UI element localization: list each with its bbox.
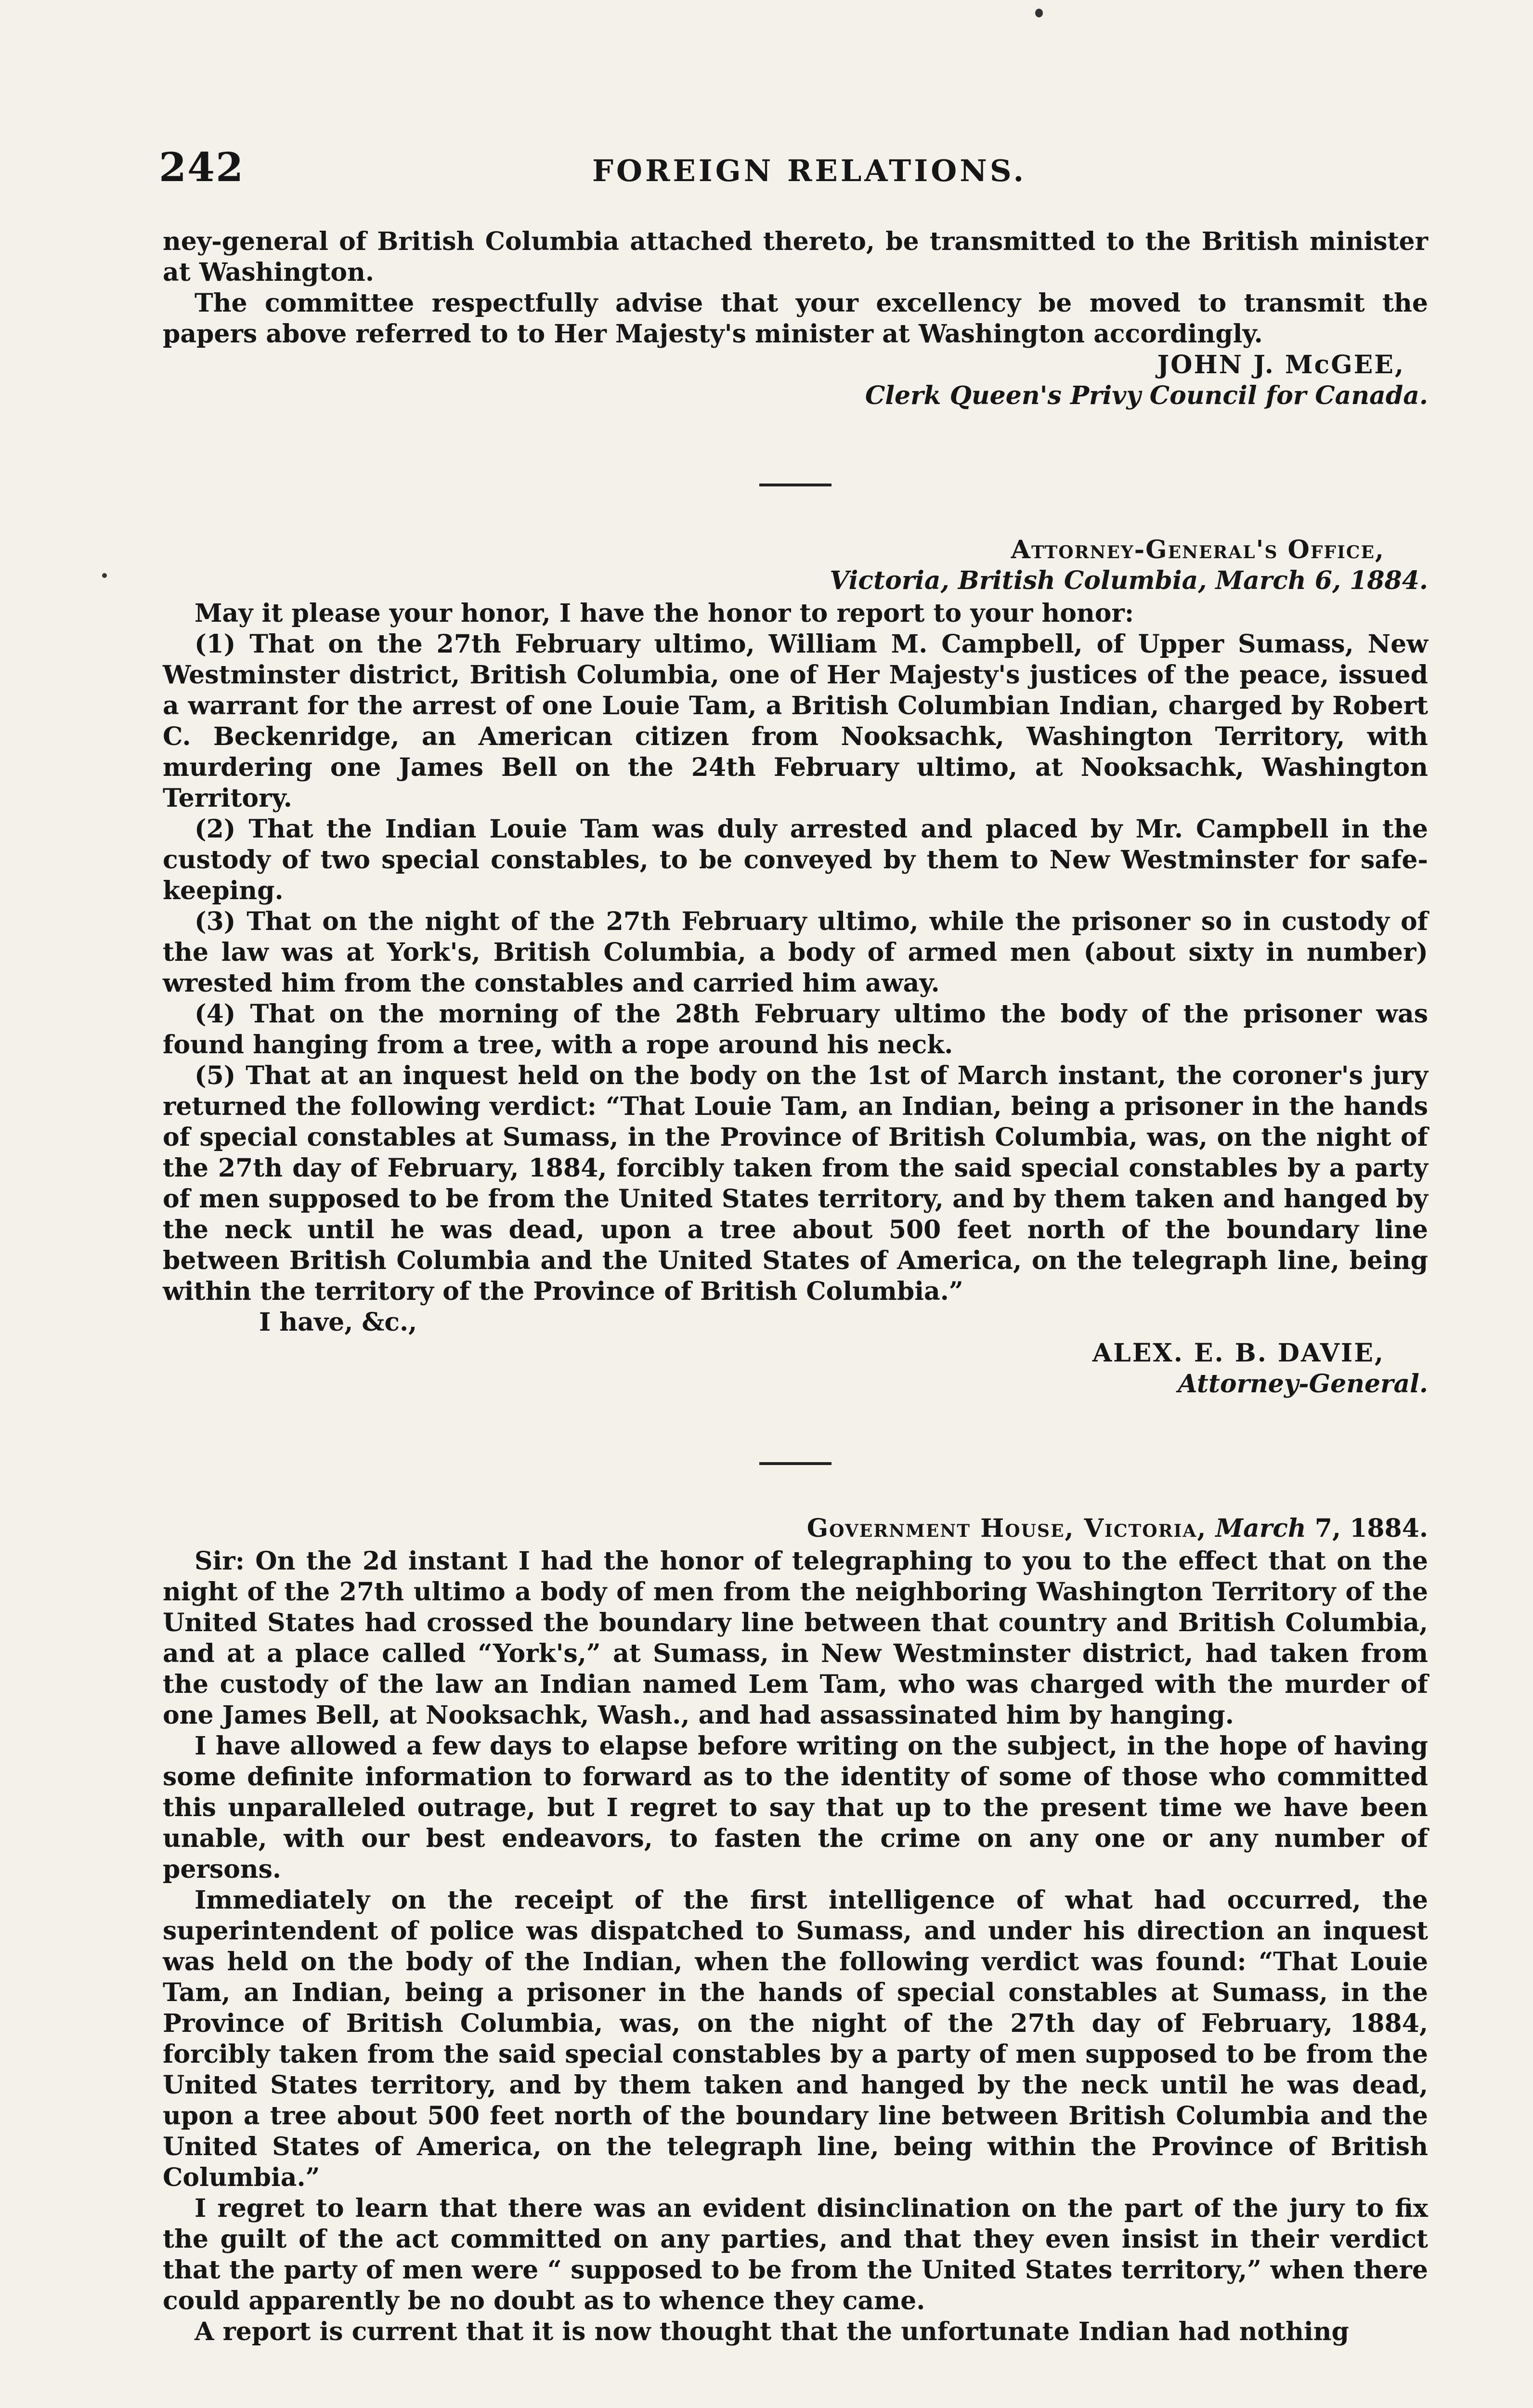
report-item: (5) That at an inquest held on the body on the 1st of March instant, the coroner's jury returned the following verdict: “That Louie Tam, an Indian, being a prisoner in the hands of special constables at Sumass, in the Province of British Columbia, was, on the night of the 27th day of February, 1884, forcibly taken from the said special constables by a party of men supposed to be from the United States territory, and by them taken and hanged by the neck until he was dead, upon a tree about 500 feet north of the boundary line between British Columbia and the United States of America, on the telegraph line, being within the territory of the Province of British Columbia.”: [163, 1061, 1428, 1306]
continuation-paragraph: ney-general of British Columbia attached thereto, be transmitted to the British minister at Washington.: [163, 227, 1428, 287]
letter-paragraph: A report is current that it is now thought that the unfortunate Indian had nothing: [195, 2317, 1349, 2346]
print-speck: [1035, 9, 1043, 17]
letter-office: Attorney-General's Office,: [1011, 535, 1385, 564]
signature-name: JOHN J. McGEE,: [1157, 350, 1405, 380]
print-speck: [102, 573, 107, 578]
signature-name: ALEX. E. B. DAVIE,: [1092, 1338, 1385, 1368]
letter-date-month: March: [1215, 1514, 1306, 1543]
running-title: FOREIGN RELATIONS.: [592, 153, 1027, 188]
letter-paragraph: Sir: On the 2d instant I had the honor of telegraphing to you to the effect that on the night of the 27th ultimo a body of men from the neighboring Washington Territory of the United States had crossed the boundary line between that country and British Columbia, and at a place called “York's,” at Sumass, in New Westminster district, had taken from the custody of the law an Indian named Lem Tam, who was charged with the murder of one James Bell, at Nooksachk, Wash., and had assassinated him by hanging.: [163, 1546, 1428, 1730]
letter-closing: I have, &c.,: [259, 1308, 417, 1337]
salutation: May it please your honor, I have the honor to report to your honor:: [195, 599, 1134, 628]
page-header: [159, 144, 1420, 197]
signature-title: Attorney-General.: [1178, 1369, 1428, 1399]
letter-dateline: [163, 1513, 1428, 1544]
signature-title: Clerk Queen's Privy Council for Canada.: [865, 381, 1428, 410]
report-item: (2) That the Indian Louie Tam was duly arrested and placed by Mr. Campbell in the custody of two special constables, to be conveyed by them to New Westminster for safe-keeping.: [163, 814, 1428, 905]
letter-paragraph: Immediately on the receipt of the first intelligence of what had occurred, the superintendent of police was dispatched to Sumass, and under his direction an inquest was held on the body of the Indian, when the following verdict was found: “That Louie Tam, an Indian, being a prisoner in the hands of special constables at Sumass, in the Province of British Columbia, was, on the night of the 27th day of February, 1884, forcibly taken from the said special constables by a party of men supposed to be from the United States territory, and by them taken and hanged by the neck until he was dead, upon a tree about 500 feet north of the boundary line between British Columbia and the United States of America, on the telegraph line, being within the Province of British Columbia.”: [163, 1885, 1428, 2192]
letter-paragraph: I have allowed a few days to elapse before writing on the subject, in the hope of having some definite information to forward as to the identity of some of those who committed this unparalleled outrage, but I regret to say that up to the present time we have been unable, with our best endeavors, to fasten the crime on any one or any number of persons.: [163, 1731, 1428, 1884]
report-item: (4) That on the morning of the 28th February ultimo the body of the prisoner was found hanging from a tree, with a rope around his neck.: [163, 999, 1428, 1060]
page-body: [163, 226, 1428, 2347]
section-divider: [759, 1462, 831, 1465]
letter-place: Government House, Victoria,: [806, 1514, 1207, 1543]
letter-place-date: Victoria, British Columbia, March 6, 1884.: [830, 566, 1428, 595]
section-divider: [759, 484, 831, 486]
report-item: (1) That on the 27th February ultimo, William M. Campbell, of Upper Sumass, New Westminster district, British Columbia, one of Her Majesty's justices of the peace, issued a warrant for the arrest of one Louie Tam, a British Columbian Indian, charged by Robert C. Beckenridge, an American citizen from Nooksachk, Washington Territory, with murdering one James Bell on the 24th February ultimo, at Nooksachk, Washington Territory.: [163, 629, 1428, 813]
letter-paragraph: I regret to learn that there was an evident disinclination on the part of the jury to fix the guilt of the act committed on any parties, and that they even insist in their verdict that the party of men were “ supposed to be from the United States territory,” when there could apparently be no doubt as to whence they came.: [163, 2194, 1428, 2316]
committee-paragraph: The committee respectfully advise that your excellency be moved to transmit the papers above referred to to Her Majesty's minister at Washington accordingly.: [163, 288, 1428, 349]
page-number: 242: [159, 144, 245, 191]
letter-date-rest: 7, 1884.: [1314, 1514, 1428, 1543]
report-item: (3) That on the night of the 27th February ultimo, while the prisoner so in custody of the law was at York's, British Columbia, a body of armed men (about sixty in number) wrested him from the constables and carried him away.: [163, 907, 1428, 998]
